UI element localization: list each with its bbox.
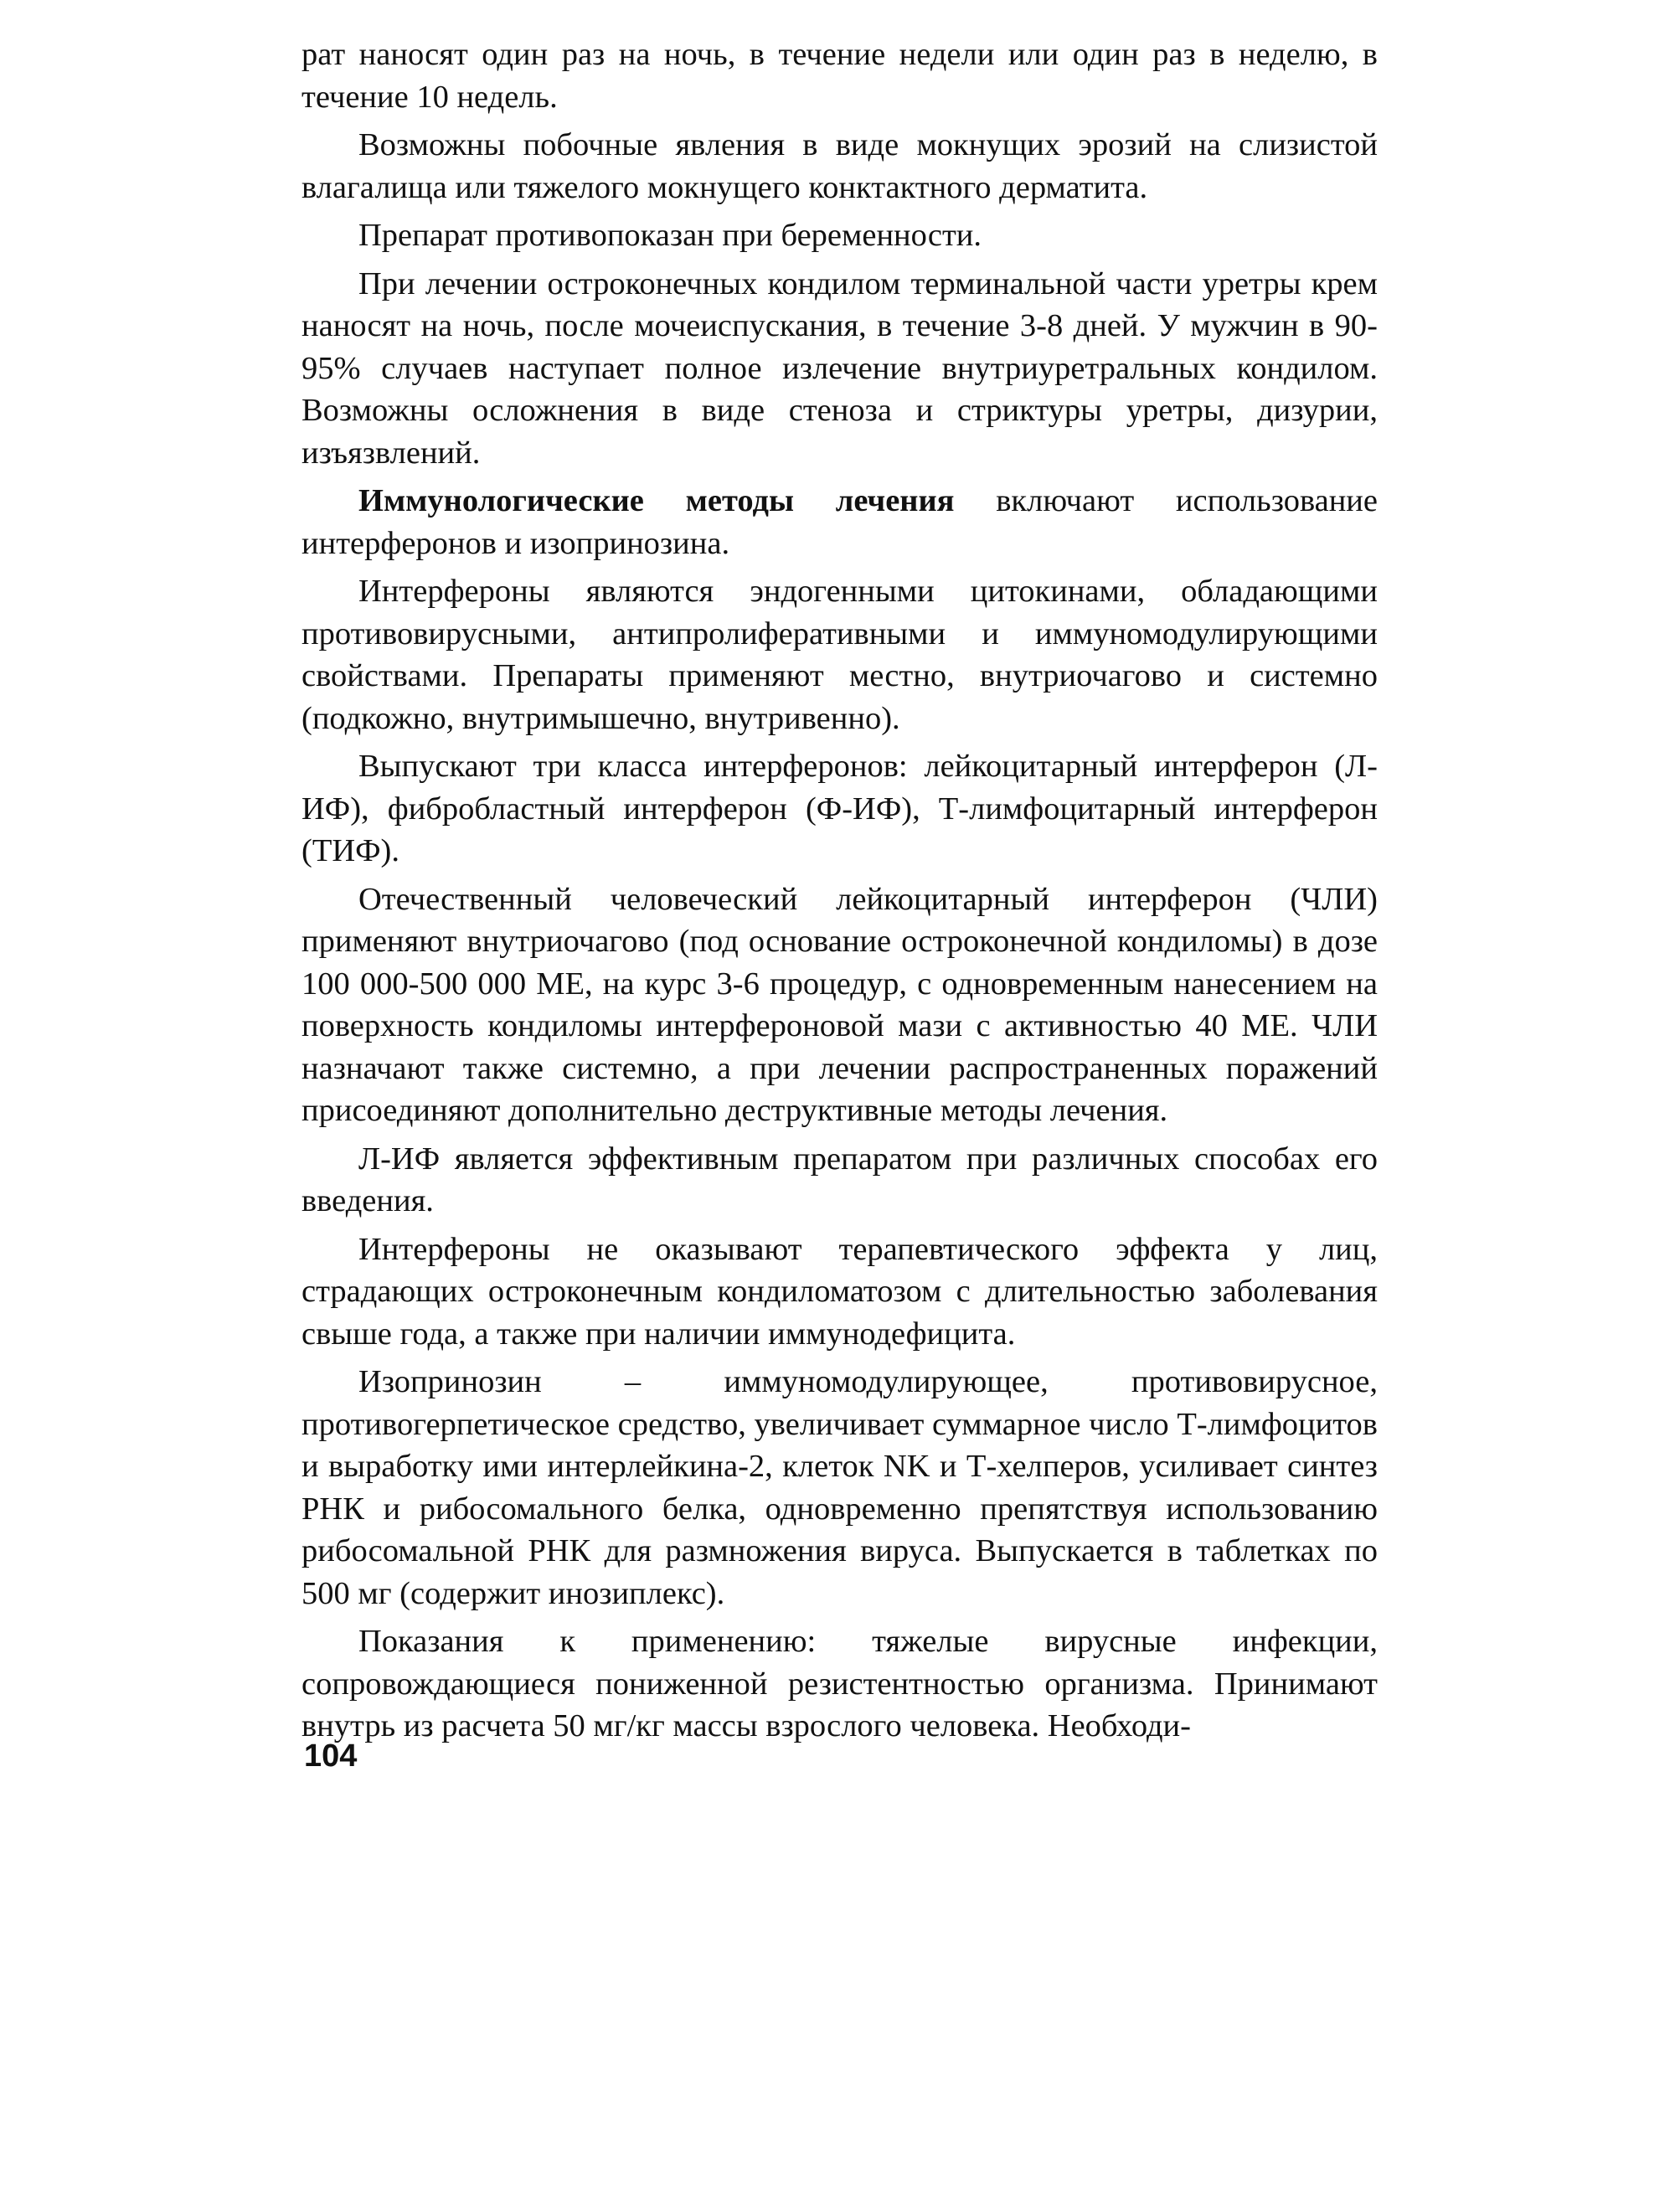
paragraph-text: Интерфероны являются эндогенными цитокинами, обладающими противовирусными, антипролиферативными и иммуномодулирующими свойствами. Препараты применяют местно, внутриочагово и системно (подкожно, внутримышечно, внутривенно). [301,574,1378,736]
paragraph-contraindication [301,214,1378,257]
paragraph-interferon-limits [301,1228,1378,1356]
paragraph-text: Показания к применению: тяжелые вирусные инфекции, сопровождающиеся пониженной резистентностью организма. Принимают внутрь из расчета 50 мг/кг массы взрослого человека. Необходи- [301,1624,1378,1743]
paragraph-immunological-methods [301,480,1378,564]
paragraph-text: Отечественный человеческий лейкоцитарный интерферон (ЧЛИ) применяют внутриочагово (под основание остроконечной кондиломы) в дозе 100 000-500 000 МЕ, на курс 3-6 процедур, с одновременным нанесением на поверхность кондиломы интерфероновой мази с активностью 40 МЕ. ЧЛИ назначают также системно, а при лечении распространенных поражений присоединяют дополнительно деструктивные методы лечения. [301,881,1378,1128]
paragraph-text: Л-ИФ является эффективным препаратом при различных способах его введения. [301,1141,1378,1218]
paragraph-text: Возможны побочные явления в виде мокнущих эрозий на слизистой влагалища или тяжелого мокнущего конктактного дерматита. [301,127,1378,205]
paragraph-continuation [301,33,1378,118]
paragraph-text: Препарат противопоказан при беременности. [358,218,982,253]
paragraph-lead-term: Иммунологические методы лечения [358,483,955,518]
paragraph-chli [301,878,1378,1132]
paragraph-indications [301,1620,1378,1748]
paragraph-text: Интерфероны не оказывают терапевтического эффекта у лиц, страдающих остроконечным кондиломатозом с длительностью заболевания свыше года, а также при наличии иммунодефицита. [301,1231,1378,1352]
paragraph-urethral-treatment [301,263,1378,475]
paragraph-text: Изопринозин – иммуномодулирующее, противовирусное, противогерпетическое средство, увеличивает суммарное число Т-лимфоцитов и выработку ими интерлейкина-2, клеток NK и Т-хелперов, усиливает синтез РНК и рибосомального белка, одновременно препятствуя использованию рибосомальной РНК для размножения вируса. Выпускается в таблетках по 500 мг (содержит инозиплекс). [301,1364,1378,1611]
paragraph-isoprinosine [301,1361,1378,1615]
paragraph-text: включают использование интерферонов и изопринозина. [301,483,1378,561]
paragraph-text: рат наносят один раз на ночь, в течение недели или один раз в неделю, в течение 10 недель. [301,37,1378,115]
paragraph-text: При лечении остроконечных кондилом терминальной части уретры крем наносят на ночь, после мочеиспускания, в течение 3-8 дней. У мужчин в 90-95% случаев наступает полное излечение внутриуретральных кондилом. Возможны осложнения в виде стеноза и стриктуры уретры, дизурии, изъязвлений. [301,265,1378,471]
paragraph-l-if [301,1138,1378,1223]
paragraph-text: Выпускают три класса интерферонов: лейкоцитарный интерферон (Л-ИФ), фибробластный интерферон (Ф-ИФ), Т-лимфоцитарный интерферон (ТИФ). [301,749,1378,868]
page-number: 104 [304,1738,358,1774]
paragraph-interferon-classes [301,745,1378,873]
paragraph-interferons [301,570,1378,739]
body-text [301,33,1378,1754]
paragraph-side-effects [301,124,1378,209]
